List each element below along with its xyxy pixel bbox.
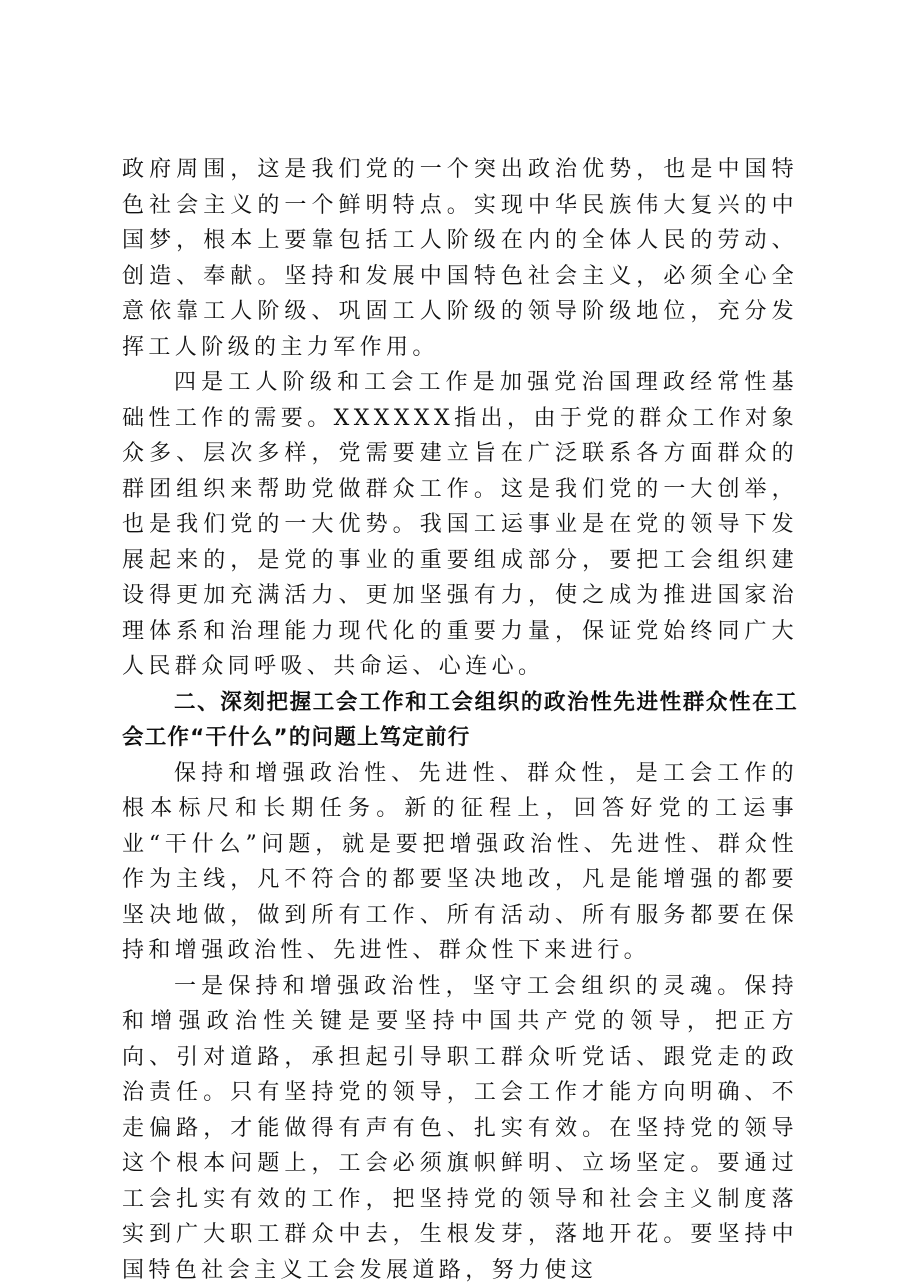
- document-body: [122, 152, 798, 1288]
- section-heading-two: 二、深刻把握工会工作和工会组织的政治性先进性群众性在工会工作“干什么”的问题上笃定前行: [122, 685, 798, 756]
- paragraph-fourth-point: 四是工人阶级和工会工作是加强党治国理政经常性基础性工作的需要。XXXXXX指出，由于党的群众工作对象众多、层次多样，党需要建立旨在广泛联系各方面群众的群团组织来帮助党做群众工作。这是我们党的一大创举，也是我们党的一大优势。我国工运事业是在党的领导下发展起来的，是党的事业的重要组成部分，要把工会组织建设得更加充满活力、更加坚强有力，使之成为推进国家治理体系和治理能力现代化的重要力量，保证党始终同广大人民群众同呼吸、共命运、心连心。: [122, 365, 798, 685]
- paragraph-section-intro: 保持和增强政治性、先进性、群众性，是工会工作的根本标尺和长期任务。新的征程上，回答好党的工运事业“干什么”问题，就是要把增强政治性、先进性、群众性作为主线，凡不符合的都要坚决地改，凡是能增强的都要坚决地做，做到所有工作、所有活动、所有服务都要在保持和增强政治性、先进性、群众性下来进行。: [122, 756, 798, 969]
- paragraph-continuation: 政府周围，这是我们党的一个突出政治优势，也是中国特色社会主义的一个鲜明特点。实现中华民族伟大复兴的中国梦，根本上要靠包括工人阶级在内的全体人民的劳动、创造、奉献。坚持和发展中国特色社会主义，必须全心全意依靠工人阶级、巩固工人阶级的领导阶级地位，充分发挥工人阶级的主力军作用。: [122, 152, 798, 365]
- paragraph-first-point: 一是保持和增强政治性，坚守工会组织的灵魂。保持和增强政治性关键是要坚持中国共产党的领导，把正方向、引对道路，承担起引导职工群众听党话、跟党走的政治责任。只有坚持党的领导，工会工作才能方向明确、不走偏路，才能做得有声有色、扎实有效。在坚持党的领导这个根本问题上，工会必须旗帜鲜明、立场坚定。要通过工会扎实有效的工作，把坚持党的领导和社会主义制度落实到广大职工群众中去，生根发芽，落地开花。要坚持中国特色社会主义工会发展道路，努力使这: [122, 969, 798, 1288]
